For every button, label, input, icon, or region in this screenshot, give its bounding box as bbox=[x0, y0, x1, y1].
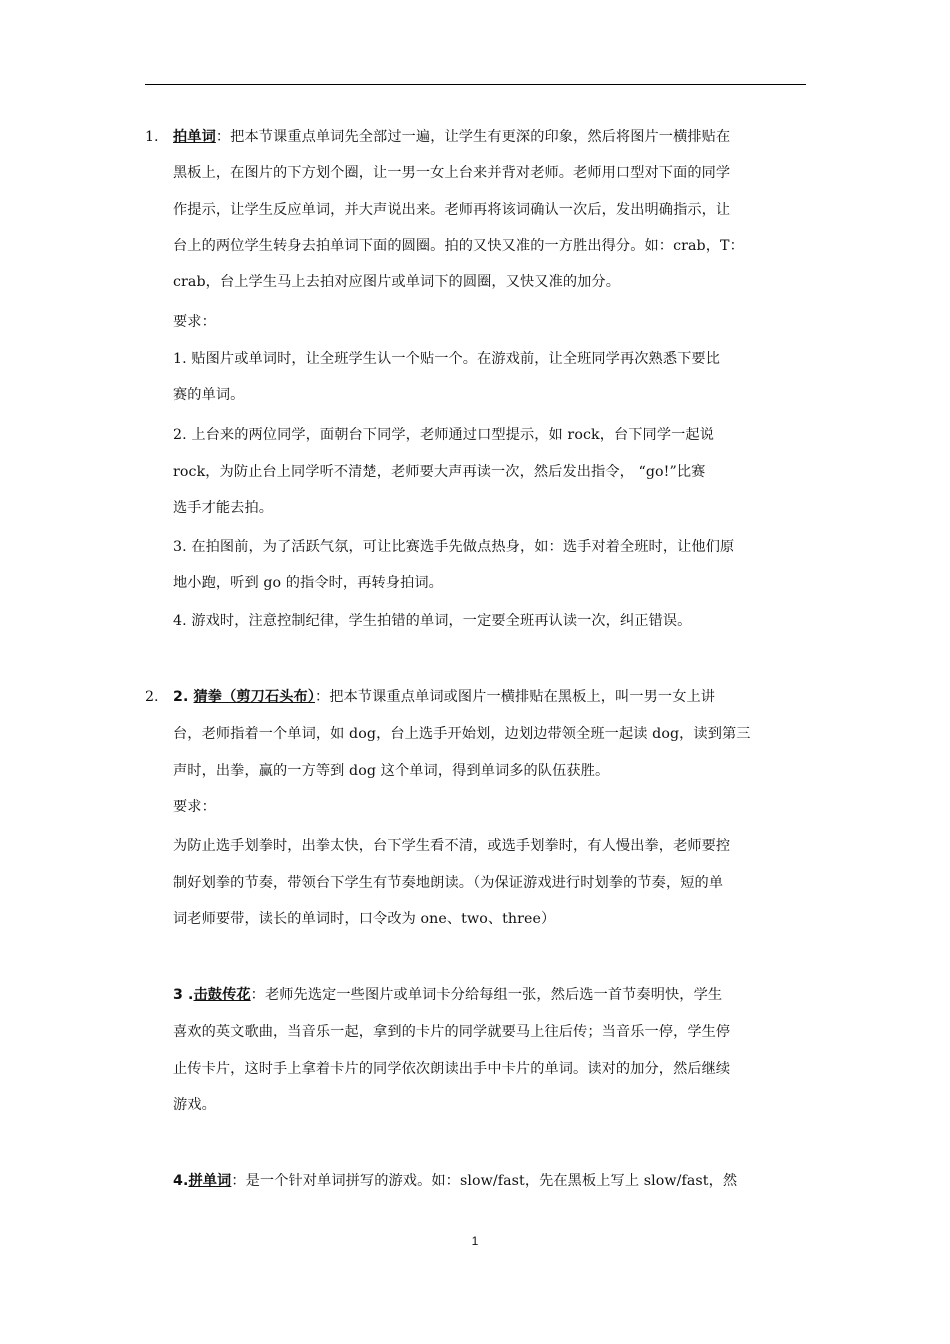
text-line bbox=[173, 688, 715, 706]
text-line bbox=[173, 313, 216, 331]
line-text: 声时，出拳，赢的一方等到 dog 这个单词，得到单词多的队伍获胜。 bbox=[173, 763, 610, 779]
text-line bbox=[173, 910, 555, 928]
text-line bbox=[173, 1023, 730, 1041]
text-line bbox=[173, 725, 751, 743]
line-text: ：把本节课重点单词或图片一横排贴在黑板上，叫一男一女上讲 bbox=[315, 689, 716, 705]
header-rule bbox=[145, 84, 806, 85]
line-text: 要求： bbox=[173, 799, 216, 815]
line-text: ：把本节课重点单词先全部过一遍，让学生有更深的印象，然后将图片一横排贴在 bbox=[215, 129, 731, 145]
line-text: 赛的单词。 bbox=[173, 387, 245, 403]
text-line bbox=[173, 837, 730, 855]
text-line bbox=[173, 762, 609, 780]
line-text: 台，老师指着一个单词，如 dog，台上选手开始划，边划边带领全班一起读 dog，读到第三 bbox=[173, 726, 751, 742]
line-text: 3. 在拍图前，为了活跃气氛，可让比赛选手先做点热身，如：选手对着全班时，让他们原 bbox=[173, 539, 735, 555]
line-text: rock，为防止台上同学听不清楚，老师要大声再读一次，然后发出指令， “go!”比赛 bbox=[173, 464, 706, 480]
text-line bbox=[173, 128, 730, 146]
line-text: 2. 上台来的两位同学，面朝台下同学，老师通过口型提示，如 rock，台下同学一起说 bbox=[173, 427, 714, 443]
text-line bbox=[173, 273, 620, 291]
item-number: 2. bbox=[173, 689, 194, 705]
text-line bbox=[173, 574, 443, 592]
item-number: 4. bbox=[173, 1173, 189, 1189]
line-text: 喜欢的英文歌曲，当音乐一起，拿到的卡片的同学就要马上往后传；当音乐一停，学生停 bbox=[173, 1024, 731, 1040]
text-line bbox=[173, 237, 744, 255]
line-text: ：是一个针对单词拼写的游戏。如：slow/fast，先在黑板上写上 slow/fast，然 bbox=[231, 1173, 738, 1189]
text-line bbox=[173, 350, 720, 368]
list-marker: 2. bbox=[145, 689, 159, 705]
text-line bbox=[173, 1096, 216, 1114]
game-title: 拼单词 bbox=[188, 1173, 232, 1189]
text-line bbox=[173, 1060, 730, 1078]
line-text: 词老师要带，读长的单词时，口令改为 one、two、three） bbox=[173, 911, 556, 927]
line-text: 选手才能去拍。 bbox=[173, 500, 274, 516]
line-text: 4. 游戏时，注意控制纪律，学生拍错的单词，一定要全班再认读一次，纠正错误。 bbox=[173, 613, 692, 629]
line-text: 为防止选手划拳时，出拳太快，台下学生看不清，或选手划拳时，有人慢出拳，老师要控 bbox=[173, 838, 731, 854]
text-line bbox=[173, 986, 722, 1004]
text-line bbox=[173, 1172, 737, 1190]
line-text: 止传卡片，这时手上拿着卡片的同学依次朗读出手中卡片的单词。读对的加分，然后继续 bbox=[173, 1061, 731, 1077]
line-text: 游戏。 bbox=[173, 1097, 216, 1113]
text-line bbox=[173, 538, 734, 556]
line-text: ：老师先选定一些图片或单词卡分给每组一张，然后选一首节奏明快，学生 bbox=[250, 987, 723, 1003]
text-line bbox=[173, 798, 216, 816]
line-text: 地小跑，听到 go 的指令时，再转身拍词。 bbox=[173, 575, 443, 591]
line-text: 1. 贴图片或单词时，让全班学生认一个贴一个。在游戏前，让全班同学再次熟悉下要比 bbox=[173, 351, 720, 367]
text-line bbox=[173, 426, 714, 444]
line-text: 制好划拳的节奏，带领台下学生有节奏地朗读。（为保证游戏进行时划拳的节奏，短的单 bbox=[173, 875, 724, 891]
text-line bbox=[173, 874, 723, 892]
text-line bbox=[173, 164, 730, 182]
item-number: 3 . bbox=[173, 987, 194, 1003]
text-line bbox=[173, 386, 244, 404]
list-marker: 1. bbox=[145, 129, 159, 145]
page-number: 1 bbox=[471, 1234, 479, 1248]
text-line bbox=[173, 201, 730, 219]
text-line bbox=[173, 463, 705, 481]
game-title: 拍单词 bbox=[173, 129, 216, 145]
game-title: 猜拳（剪刀石头布） bbox=[193, 689, 316, 705]
text-line bbox=[173, 612, 691, 630]
line-text: 要求： bbox=[173, 314, 216, 330]
line-text: 作提示，让学生反应单词，并大声说出来。老师再将该词确认一次后，发出明确指示，让 bbox=[173, 202, 731, 218]
game-title: 击鼓传花 bbox=[193, 987, 251, 1003]
text-line bbox=[173, 499, 273, 517]
line-text: crab，台上学生马上去拍对应图片或单词下的圆圈，又快又准的加分。 bbox=[173, 274, 621, 290]
line-text: 黑板上，在图片的下方划个圈，让一男一女上台来并背对老师。老师用口型对下面的同学 bbox=[173, 165, 731, 181]
line-text: 台上的两位学生转身去拍单词下面的圆圈。拍的又快又准的一方胜出得分。如：crab，T： bbox=[173, 238, 744, 254]
